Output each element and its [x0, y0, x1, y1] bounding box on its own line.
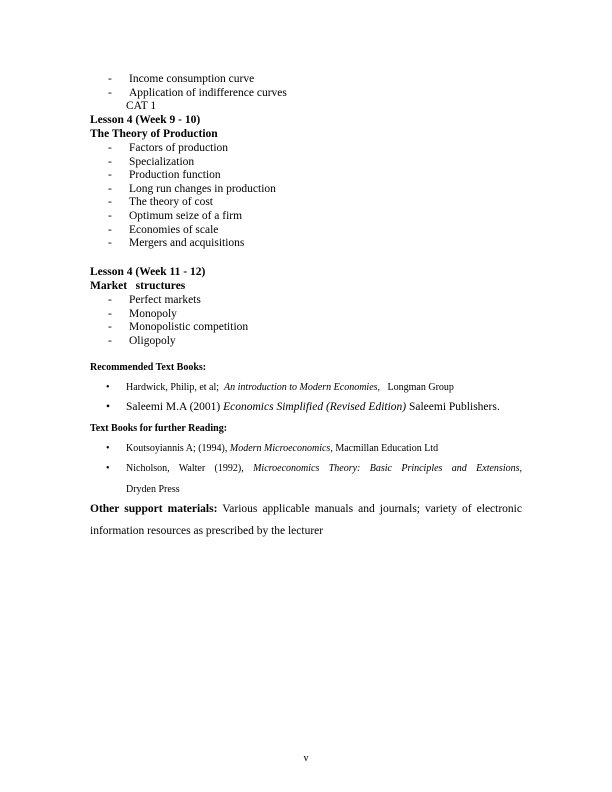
list-item: - Mergers and acquisitions [108, 237, 245, 250]
lesson-heading: Lesson 4 (Week 11 - 12) [90, 266, 206, 278]
further-reading-heading: Text Books for further Reading: [90, 423, 228, 434]
lesson-title: Market structures [90, 280, 186, 292]
list-item: - Application of indifference curves [108, 86, 287, 99]
lesson-heading: Lesson 4 (Week 9 - 10) [90, 114, 201, 126]
list-item: - Long run changes in production [108, 182, 276, 195]
list-item: - Specialization [108, 155, 195, 168]
top-topic-list [108, 73, 287, 100]
lesson-title: The Theory of Production [90, 128, 218, 140]
lesson-topic-list [108, 142, 276, 251]
page-number: v [303, 753, 309, 764]
list-item: - Factors of production [108, 142, 229, 154]
list-item: - Income consumption curve [108, 73, 255, 85]
bullet-icon: • [106, 443, 110, 454]
bullet-icon: • [106, 382, 110, 393]
bullet-icon: • [106, 401, 111, 413]
document-page: - Income consumption curve - Application of indifference curves CAT 1 Lesson 4 (Week 9 - 10) The Theory of Production - Factors of production - Specialization - Production function - Long run changes in production - The theory of cost - Optimum seize of a firm - Economies of scale - Mergers and acquisitions Lesson 4 (Week 11 - 12) Market structures - Perfect markets - Monopoly - Monopolistic competition - Oligopoly Recommended Text Books: • Hardwick, Philip, et al; An introduction to Modern Economies, Longman Group • Saleemi M.A (2001) Economics Simplified (Revised Edition) Saleemi Publishers. Text Books for further Reading: • Koutsoyiannis A; (1994), Modern Microeconomics, Macmillan Education Ltd • Nicholson, Walter (1992), Microeconomics Theory: Basic Principles and Extensions, Dryden Press Other support materials: Various applicable manuals and journals; variety of electronic information resources as prescribed by the lecturer v [0, 0, 612, 792]
list-item: - Perfect markets [108, 294, 201, 306]
recommended-heading: Recommended Text Books: [90, 362, 207, 373]
list-item: - Production function [108, 169, 221, 182]
list-item: - Economies of scale [108, 223, 219, 236]
list-item: - Monopolistic competition [108, 321, 249, 334]
list-item: - Oligopoly [108, 334, 176, 347]
reference-publisher: Dryden Press [126, 484, 180, 495]
support-materials-paragraph: Other support materials: Various applicable manuals and journals; variety of electronic information resources as prescribed by the lecturer [90, 503, 522, 537]
list-item: - Monopoly [108, 307, 177, 320]
list-item: - Optimum seize of a firm [108, 209, 243, 222]
bullet-icon: • [106, 463, 110, 474]
cat-label: CAT 1 [126, 100, 157, 112]
list-item: - The theory of cost [108, 196, 213, 209]
lesson-topic-list [108, 294, 248, 348]
support-label: Other support materials: [90, 503, 218, 515]
